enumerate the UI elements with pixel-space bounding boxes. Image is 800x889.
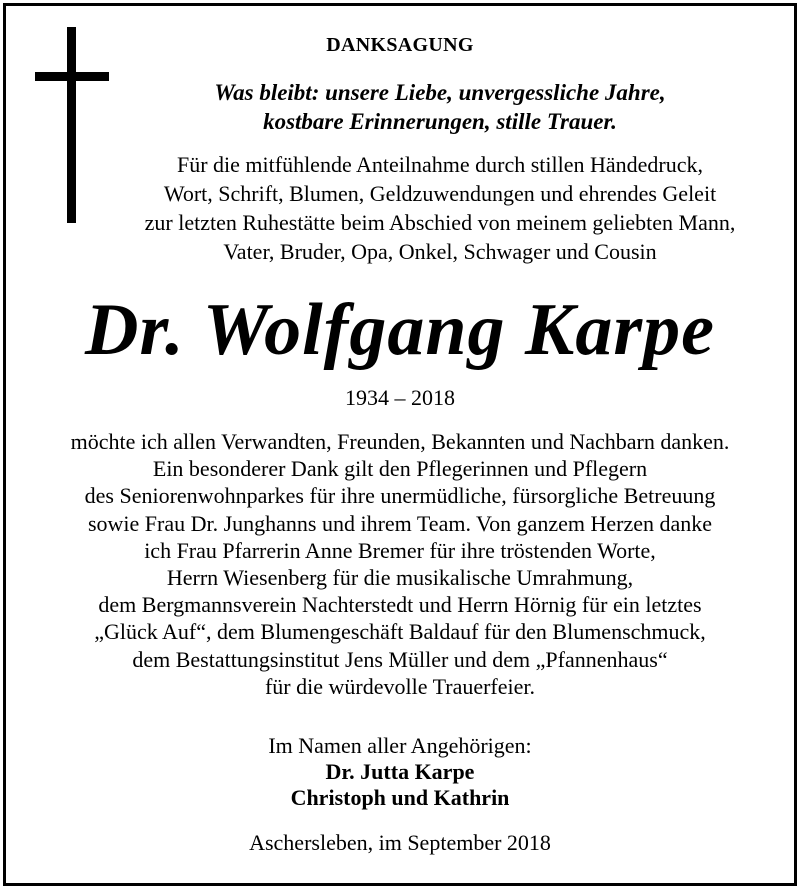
intro-line: Für die mitfühlende Anteilnahme durch stillen Händedruck, [176,152,704,177]
thanks-line: sowie Frau Dr. Junghanns und ihrem Team. Von ganzem Herzen danke [87,510,713,536]
thanks-paragraph [0,428,800,700]
intro-line: Vater, Bruder, Opa, Onkel, Schwager und Cousin [223,239,657,264]
intro-line: zur letzten Ruhestätte beim Abschied von meinem geliebten Mann, [144,210,736,235]
intro-paragraph [90,150,790,266]
thanks-line: möchte ich allen Verwandten, Freunden, Bekannten und Nachbarn danken. [70,429,730,454]
life-years: 1934 – 2018 [345,385,455,410]
intro-line: Wort, Schrift, Blumen, Geldzuwendungen und ehrendes Geleit [163,181,717,206]
thanks-line: „Glück Auf“, dem Blumengeschäft Baldauf für den Blumenschmuck, [94,619,706,645]
signoff [0,733,800,811]
thanks-line: des Seniorenwohnparkes für ihre unermüdliche, fürsorgliche Betreuung [84,483,716,509]
deceased-name: Dr. Wolfgang Karpe [85,289,715,371]
signoff-name: Dr. Jutta Karpe [325,759,475,784]
signoff-intro: Im Namen aller Angehörigen: [268,733,532,758]
thanks-line: für die würdevolle Trauerfeier. [264,673,536,699]
motto [90,78,790,136]
thanks-line: Herrn Wiesenberg für die musikalische Umrahmung, [166,565,634,591]
thanks-line: dem Bestattungsinstitut Jens Müller und dem „Pfannenhaus“ [132,646,668,672]
signoff-name: Christoph und Kathrin [290,785,510,810]
motto-line: kostbare Erinnerungen, stille Trauer. [263,109,617,134]
thanks-line: dem Bergmannsverein Nachterstedt und Herrn Hörnig für ein letztes [98,592,702,618]
thanks-line: Ein besonderer Dank gilt den Pflegerinnen und Pflegern [152,456,648,482]
thanks-line: ich Frau Pfarrerin Anne Bremer für ihre tröstenden Worte, [144,537,656,563]
motto-line: Was bleibt: unsere Liebe, unvergessliche Jahre, [214,80,666,105]
notice-heading: DANKSAGUNG [326,34,474,56]
place-and-date: Aschersleben, im September 2018 [249,830,551,855]
